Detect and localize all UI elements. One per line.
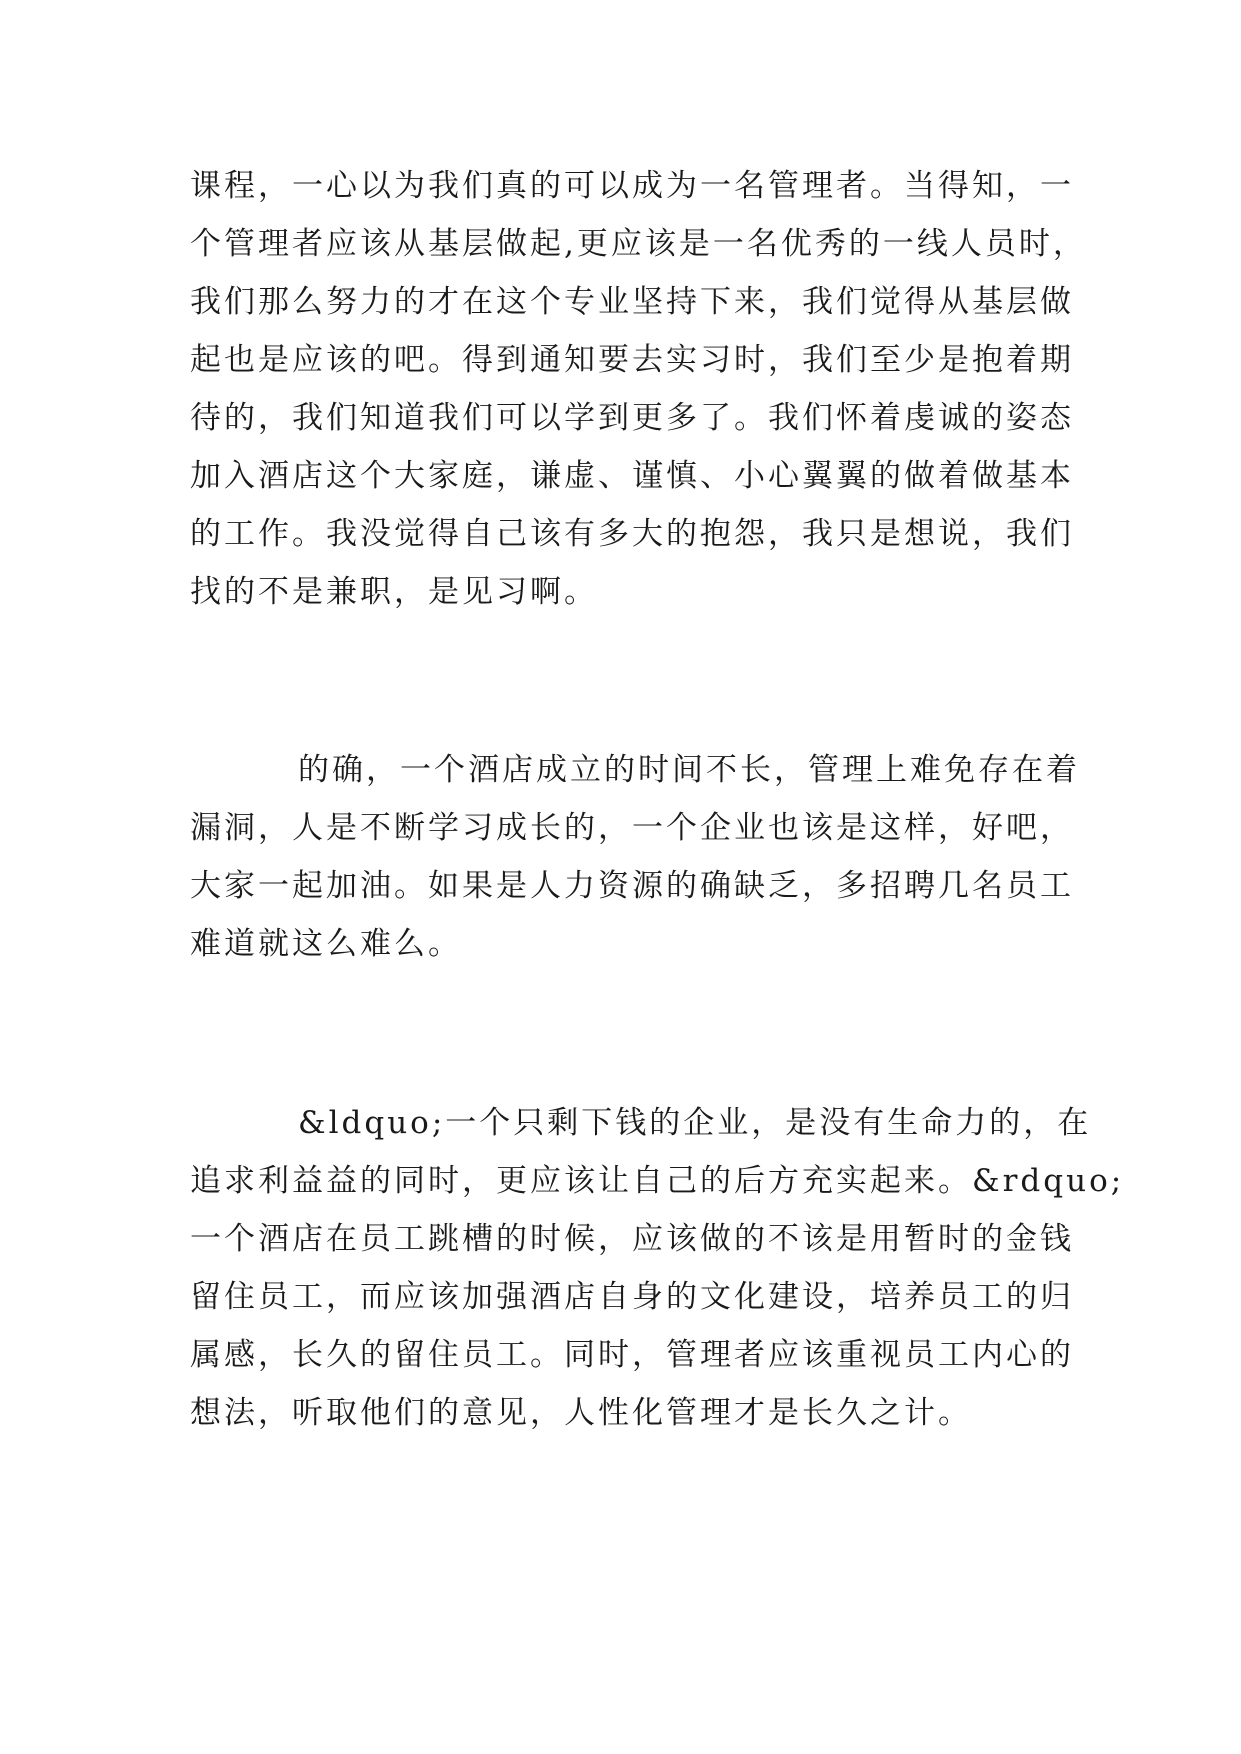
text-line: 想法，听取他们的意见，人性化管理才是长久之计。 <box>190 1395 972 1431</box>
paragraph-1 <box>190 157 1090 621</box>
text-line: 找的不是兼职，是见习啊。 <box>190 574 598 610</box>
text-line: 留住员工，而应该加强酒店自身的文化建设，培养员工的归 <box>190 1279 1074 1315</box>
text-line: 属感，长久的留住员工。同时，管理者应该重视员工内心的 <box>190 1337 1074 1373</box>
text-line: 的工作。我没觉得自己该有多大的抱怨，我只是想说，我们 <box>190 516 1074 552</box>
text-line: 我们那么努力的才在这个专业坚持下来，我们觉得从基层做 <box>190 284 1074 320</box>
text-line: 个管理者应该从基层做起,更应该是一名优秀的一线人员时， <box>190 226 1087 262</box>
text-line: &ldquo;一个只剩下钱的企业，是没有生命力的，在 <box>298 1105 1092 1141</box>
text-line: 的确，一个酒店成立的时间不长，管理上难免存在着 <box>298 752 1080 788</box>
paragraph-3 <box>190 1094 1125 1442</box>
text-line: 加入酒店这个大家庭，谦虚、谨慎、小心翼翼的做着做基本 <box>190 458 1074 494</box>
text-line: 待的，我们知道我们可以学到更多了。我们怀着虔诚的姿态 <box>190 400 1074 436</box>
text-line: 难道就这么难么。 <box>190 926 462 962</box>
text-line: 追求利益益的同时，更应该让自己的后方充实起来。&rdquo; <box>190 1163 1125 1199</box>
text-line: 课程，一心以为我们真的可以成为一名管理者。当得知，一 <box>190 168 1074 204</box>
text-line: 起也是应该的吧。得到通知要去实习时，我们至少是抱着期 <box>190 342 1074 378</box>
text-line: 大家一起加油。如果是人力资源的确缺乏，多招聘几名员工 <box>190 868 1074 904</box>
text-line: 一个酒店在员工跳槽的时候，应该做的不该是用暂时的金钱 <box>190 1221 1074 1257</box>
text-line: 漏洞，人是不断学习成长的，一个企业也该是这样，好吧， <box>190 810 1074 846</box>
paragraph-2 <box>190 741 1090 973</box>
